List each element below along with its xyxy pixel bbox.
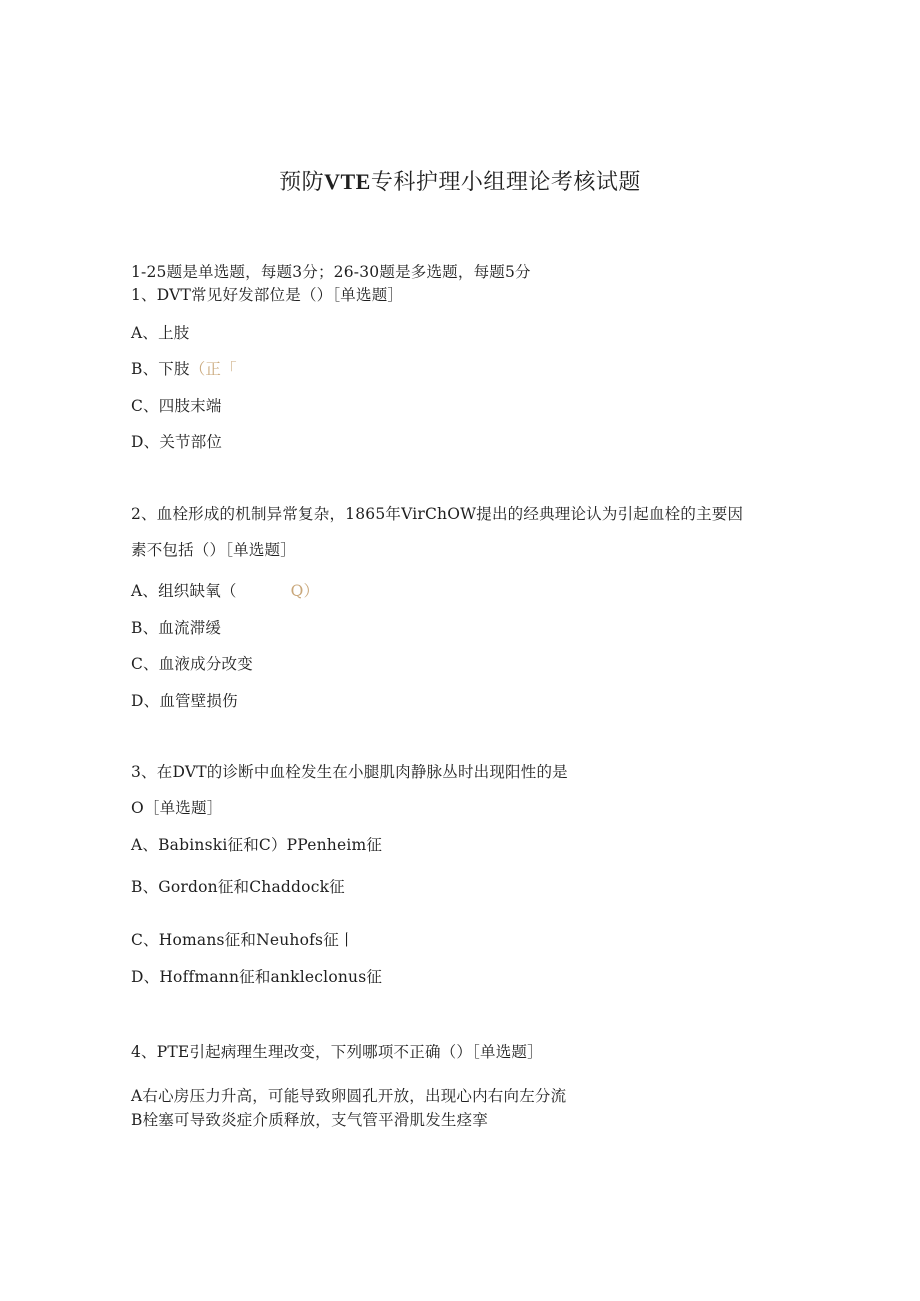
question-stem-line-1: 2、血栓形成的机制异常复杂，1865年VirChOW提出的经典理论认为引起血栓的主要因 bbox=[131, 505, 744, 523]
answer-mark: Q） bbox=[290, 582, 320, 600]
option-d: D、Hoffmann征和ankleclonus征 bbox=[131, 968, 383, 986]
option-b: B、血流滞缓 bbox=[131, 619, 222, 637]
document-title bbox=[0, 168, 920, 197]
option-a: A、组织缺氧（ Q） bbox=[131, 582, 320, 600]
title-suffix: 专科护理小组理论考核试题 bbox=[370, 170, 641, 195]
option-a: A右心房压力升高，可能导致卵圆孔开放，出现心内右向左分流 bbox=[131, 1087, 567, 1105]
option-a: A、Babinski征和C）PPenheim征 bbox=[131, 836, 383, 854]
option-b: B栓塞可导致炎症介质释放，支气管平滑肌发生痉挛 bbox=[131, 1111, 488, 1129]
option-b: B、下肢（正「 bbox=[131, 360, 237, 378]
option-c: C、Homans征和Neuhofs征丨 bbox=[131, 931, 355, 949]
option-c: C、四肢末端 bbox=[131, 397, 222, 415]
question-stem: 1、DVT常见好发部位是（）［单选题］ bbox=[131, 286, 404, 304]
answer-mark: （正「 bbox=[189, 360, 237, 378]
option-b: B、Gordon征和Chaddock征 bbox=[131, 878, 345, 896]
question-stem: 4、PTE引起病理生理改变，下列哪项不正确（）［单选题］ bbox=[131, 1043, 543, 1061]
title-prefix: 预防 bbox=[279, 170, 325, 195]
question-stem-line-2: 素不包括（）［单选题］ bbox=[131, 541, 296, 559]
scoring-instructions: 1-25题是单选题，每题3分；26-30题是多选题，每题5分 bbox=[131, 263, 531, 281]
title-bold-acronym: VTE bbox=[324, 169, 371, 194]
option-d: D、关节部位 bbox=[131, 433, 223, 451]
question-stem-line-2: O［单选题］ bbox=[131, 799, 223, 817]
option-c: C、血液成分改变 bbox=[131, 655, 253, 673]
question-stem-line-1: 3、在DVT的诊断中血栓发生在小腿肌肉静脉丛时出现阳性的是 bbox=[131, 763, 568, 781]
option-a: A、上肢 bbox=[131, 324, 190, 342]
option-d: D、血管壁损伤 bbox=[131, 692, 238, 710]
